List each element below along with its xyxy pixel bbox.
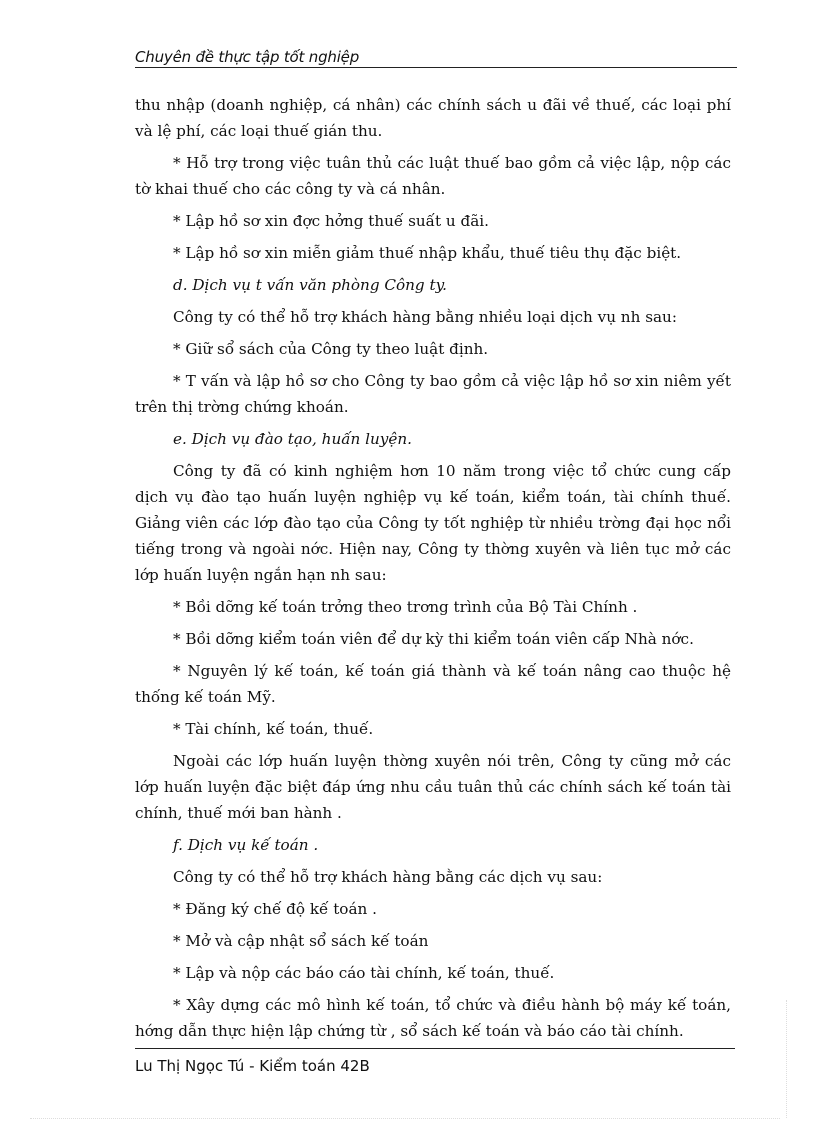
footer-text: Lu Thị Ngọc Tú - Kiểm toán 42B [135, 1057, 370, 1075]
paragraph: * Hỗ trợ trong việc tuân thủ các luật thuế bao gồm cả việc lập, nộp các tờ khai thuế cho các công ty và cá nhân. [135, 154, 731, 198]
paragraph: Công ty có thể hỗ trợ khách hàng bằng nhiều loại dịch vụ nh sau: [173, 308, 677, 326]
page-header [135, 48, 737, 68]
section-heading: f. Dịch vụ kế toán . [173, 836, 319, 854]
page-footer [135, 1057, 370, 1075]
paragraph: * Nguyên lý kế toán, kế toán giá thành và kế toán nâng cao thuộc hệ thống kế toán Mỹ. [135, 662, 731, 706]
header-title: Chuyên đề thực tập tốt nghiệp [135, 48, 360, 66]
paragraph: * T vấn và lập hồ sơ cho Công ty bao gồm cả việc lập hồ sơ xin niêm yết trên thị trờng chứng khoán. [135, 372, 731, 416]
paragraph: * Bồi dỡng kế toán trởng theo trơng trình của Bộ Tài Chính . [173, 598, 638, 616]
paragraph: * Lập hồ sơ xin miễn giảm thuế nhập khẩu, thuế tiêu thụ đặc biệt. [173, 244, 682, 262]
paragraph: thu nhập (doanh nghiệp, cá nhân) các chính sách u đãi về thuế, các loại phí và lệ phí, các loại thuế gián thu. [135, 96, 731, 140]
footer-divider [135, 1048, 735, 1049]
page-edge-bottom [30, 1118, 780, 1119]
page-edge-right [786, 1000, 787, 1118]
paragraph: * Giữ sổ sách của Công ty theo luật định. [173, 340, 489, 358]
section-heading: d. Dịch vụ t vấn văn phòng Công ty. [173, 276, 447, 294]
paragraph: Công ty đã có kinh nghiệm hơn 10 năm trong việc tổ chức cung cấp dịch vụ đào tạo huấn luyện nghiệp vụ kế toán, kiểm toán, tài chính thuế. Giảng viên các lớp đào tạo của Công ty tốt nghiệp từ nhiều trờng đại học nổi tiếng trong và ngoài nớc. Hiện nay, Công ty thờng xuyên và liên tục mở các lớp huấn luyện ngắn hạn nh sau: [135, 462, 731, 584]
paragraph: * Lập hồ sơ xin đợc hởng thuế suất u đãi. [173, 212, 489, 230]
paragraph: * Lập và nộp các báo cáo tài chính, kế toán, thuế. [173, 964, 555, 982]
paragraph: * Tài chính, kế toán, thuế. [173, 720, 374, 738]
paragraph: Công ty có thể hỗ trợ khách hàng bằng các dịch vụ sau: [173, 868, 603, 886]
paragraph: * Xây dựng các mô hình kế toán, tổ chức và điều hành bộ máy kế toán, hớng dẫn thực hiện lập chứng từ , sổ sách kế toán và báo cáo tài chính. [135, 996, 731, 1040]
paragraph: * Mở và cập nhật sổ sách kế toán [173, 932, 429, 950]
paragraph: * Đăng ký chế độ kế toán . [173, 900, 377, 918]
document-body [135, 92, 731, 1050]
paragraph: * Bồi dỡng kiểm toán viên để dự kỳ thi kiểm toán viên cấp Nhà nớc. [173, 630, 694, 648]
paragraph: Ngoài các lớp huấn luyện thờng xuyên nói trên, Công ty cũng mở các lớp huấn luyện đặc biệt đáp ứng nhu cầu tuân thủ các chính sách kế toán tài chính, thuế mới ban hành . [135, 752, 731, 822]
section-heading: e. Dịch vụ đào tạo, huấn luyện. [173, 430, 412, 448]
